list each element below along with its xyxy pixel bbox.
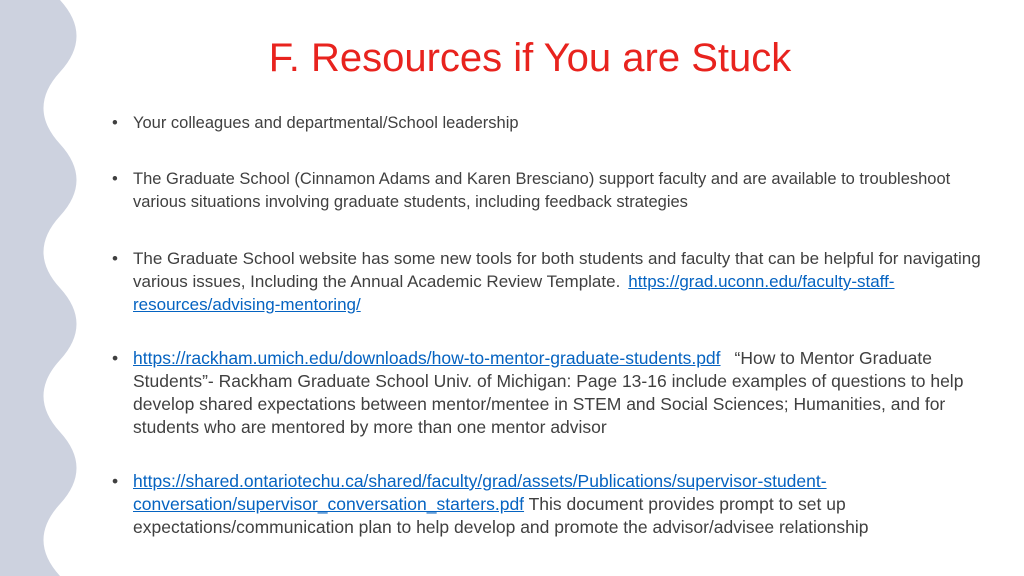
- rackham-pdf-link[interactable]: https://rackham.umich.edu/downloads/how-to-mentor-graduate-students.pdf: [133, 348, 721, 368]
- slide-title: F. Resources if You are Stuck: [268, 36, 792, 80]
- bullet-rackham-guide: [112, 347, 982, 439]
- bullet-list: [112, 112, 982, 539]
- uconn-advising-link[interactable]: https://grad.uconn.edu/faculty-staff-resources/advising-mentoring/: [133, 272, 895, 314]
- ontariotech-pdf-link[interactable]: https://shared.ontariotechu.ca/shared/faculty/grad/assets/Publications/supervisor-student- conversation/supervisor_conversation_starters.pdf: [133, 471, 827, 514]
- bullet-text: The Graduate School (Cinnamon Adams and Karen Bresciano) support faculty and are available to troubleshoot various situations involving graduate students, including feedback strategies: [133, 170, 951, 211]
- bullet-text: This document provides prompt to set up expectations/communication plan to help develop and promote the advisor/advisee relationship: [133, 494, 869, 537]
- bullet-graduate-school-website: [112, 247, 982, 316]
- bullet-graduate-school-support: [112, 168, 982, 214]
- bullet-text: Your colleagues and departmental/School leadership: [133, 114, 519, 132]
- bullet-text: “How to Mentor Graduate Students”- Rackham Graduate School Univ. of Michigan: Page 13-16 include examples of questions to help develop shared expectations between mentor/mentee in STEM and Social Sciences; Humanities, and for students who are mentored by more than one mentor advisor: [133, 348, 964, 437]
- decorative-wave-border: [0, 0, 80, 576]
- bullet-ontario-tech-guide: [112, 470, 982, 539]
- bullet-colleagues: [112, 112, 982, 135]
- bullet-text: The Graduate School website has some new tools for both students and faculty that can be helpful for navigating various issues, Including the Annual Academic Review Template.: [133, 249, 981, 291]
